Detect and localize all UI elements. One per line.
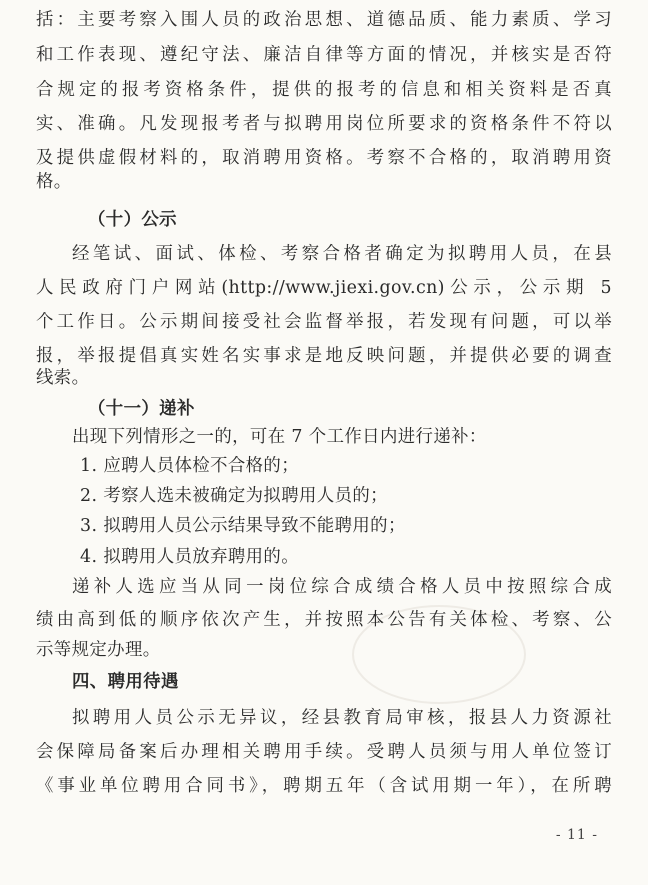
paragraph-line: 人民政府门户网站(http://www.jiexi.gov.cn)公示，公示期 5: [36, 278, 612, 298]
paragraph-line: 格。: [36, 172, 72, 192]
paragraph-line: 和工作表现、遵纪守法、廉洁自律等方面的情况，并核实是否符: [36, 45, 612, 65]
paragraph-line: 线索。: [36, 368, 90, 388]
paragraph-line: 出现下列情形之一的，可在 7 个工作日内进行递补：: [72, 427, 487, 447]
paragraph-line: 绩由高到低的顺序依次产生，并按照本公告有关体检、考察、公: [36, 610, 612, 630]
list-item: 1. 应聘人员体检不合格的；: [80, 456, 300, 476]
list-item: 3. 拟聘用人员公示结果导致不能聘用的；: [80, 516, 406, 536]
paragraph-line: 示等规定办理。: [36, 640, 161, 660]
paragraph-line: 递补人选应当从同一岗位综合成绩合格人员中按照综合成: [72, 577, 612, 597]
page-number: - 11 -: [555, 827, 598, 843]
section-heading-publicity: （十）公示: [88, 210, 177, 230]
paragraph-line: 及提供虚假材料的，取消聘用资格。考察不合格的，取消聘用资: [36, 148, 612, 168]
paragraph-line: 拟聘用人员公示无异议，经县教育局审核，报县人力资源社: [72, 708, 612, 728]
paragraph-line: 实、准确。凡发现报考者与拟聘用岗位所要求的资格条件不符以: [36, 114, 612, 134]
paragraph-line: 会保障局备案后办理相关聘用手续。受聘人员须与用人单位签订: [36, 742, 612, 762]
paragraph-line: 个工作日。公示期间接受社会监督举报，若发现有问题，可以举: [36, 312, 612, 332]
list-item: 4. 拟聘用人员放弃聘用的。: [80, 547, 300, 567]
paragraph-line: 《事业单位聘用合同书》，聘期五年（含试用期一年），在所聘: [36, 776, 612, 796]
paragraph-line: 合规定的报考资格条件，提供的报考的信息和相关资料是否真: [36, 80, 612, 100]
paragraph-line: 经笔试、面试、体检、考察合格者确定为拟聘用人员，在县: [72, 244, 612, 264]
section-heading-replacement: （十一）递补: [88, 399, 195, 419]
paragraph-line: 报，举报提倡真实姓名实事求是地反映问题，并提供必要的调查: [36, 346, 612, 366]
section-heading-employment-benefits: 四、聘用待遇: [72, 672, 179, 692]
paragraph-line: 括：主要考察入围人员的政治思想、道德品质、能力素质、学习: [36, 10, 612, 30]
list-item: 2. 考察人选未被确定为拟聘用人员的；: [80, 486, 388, 506]
